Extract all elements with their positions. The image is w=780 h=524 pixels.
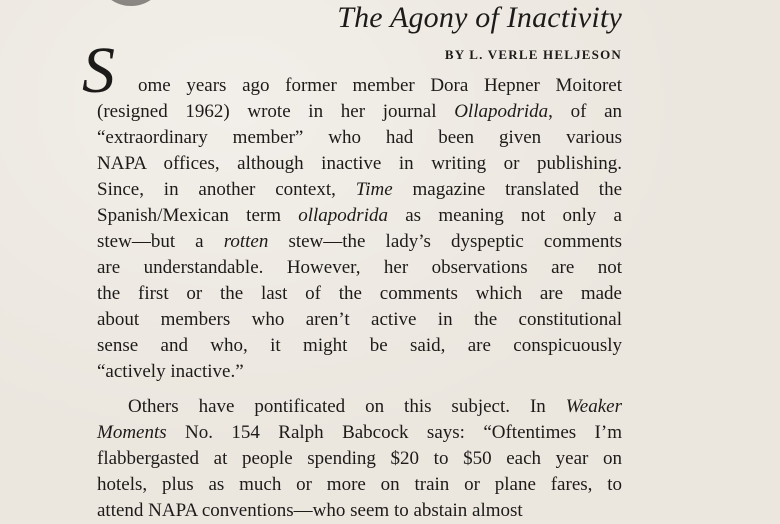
body-line bbox=[97, 498, 622, 524]
body-text: Spanish/Mexican term bbox=[97, 205, 299, 226]
body-text: No. 154 Ralph Babcock says: “Oftentimes I’m bbox=[166, 422, 622, 443]
italic-text: Ollapodrida bbox=[454, 101, 549, 122]
body-line bbox=[97, 281, 622, 307]
italic-text: Time bbox=[355, 179, 393, 200]
body-line bbox=[97, 446, 622, 472]
body-line bbox=[97, 359, 622, 385]
body-text: , of an bbox=[548, 101, 622, 122]
body-line bbox=[97, 333, 622, 359]
body-text: as meaning not only a bbox=[387, 205, 622, 226]
italic-text: Weaker bbox=[565, 396, 622, 417]
body-text: sense and who, it might be said, are conspicuously bbox=[97, 335, 622, 356]
body-text: hotels, plus as much or more on train or plane fares, to bbox=[97, 474, 622, 495]
body-text: stew—the lady’s dyspeptic comments bbox=[268, 231, 622, 252]
article-title: The Agony of Inactivity bbox=[337, 1, 622, 34]
body-line bbox=[97, 307, 622, 333]
body-line bbox=[138, 73, 622, 99]
body-text: flabbergasted at people spending $20 to $50 each year on bbox=[97, 448, 622, 469]
body-line bbox=[97, 203, 622, 229]
body-text: about members who aren’t active in the constitutional bbox=[97, 309, 622, 330]
body-line bbox=[97, 229, 622, 255]
body-line bbox=[97, 151, 622, 177]
body-text: “extraordinary member” who had been given various bbox=[97, 127, 622, 148]
body-line bbox=[97, 420, 622, 446]
italic-text: ollapodrida bbox=[298, 205, 388, 226]
article-byline: BY L. VERLE HELJESON bbox=[444, 47, 622, 62]
body-line bbox=[97, 472, 622, 498]
page-corner-ornament bbox=[96, 0, 166, 6]
body-text: attend NAPA conventions—who seem to abstain almost bbox=[97, 500, 523, 521]
body-text: Since, in another context, bbox=[97, 179, 356, 200]
body-text: stew—but a bbox=[97, 231, 224, 252]
body-text: NAPA offices, although inactive in writing or publishing. bbox=[97, 153, 622, 174]
body-text: are understandable. However, her observations are not bbox=[97, 257, 622, 278]
italic-text: rotten bbox=[223, 231, 269, 252]
body-text: “actively inactive.” bbox=[97, 361, 244, 382]
body-line bbox=[97, 99, 622, 125]
body-line bbox=[128, 394, 622, 420]
italic-text: Moments bbox=[97, 422, 167, 443]
body-text: Others have pontificated on this subject. In bbox=[128, 396, 566, 417]
drop-cap: S bbox=[82, 34, 115, 107]
body-text: ome years ago former member Dora Hepner Moitoret bbox=[138, 75, 622, 96]
body-line bbox=[97, 177, 622, 203]
body-line bbox=[97, 125, 622, 151]
body-line bbox=[97, 255, 622, 281]
body-text: magazine translated the bbox=[392, 179, 622, 200]
body-text: (resigned 1962) wrote in her journal bbox=[97, 101, 455, 122]
body-text: the first or the last of the comments which are made bbox=[97, 283, 622, 304]
